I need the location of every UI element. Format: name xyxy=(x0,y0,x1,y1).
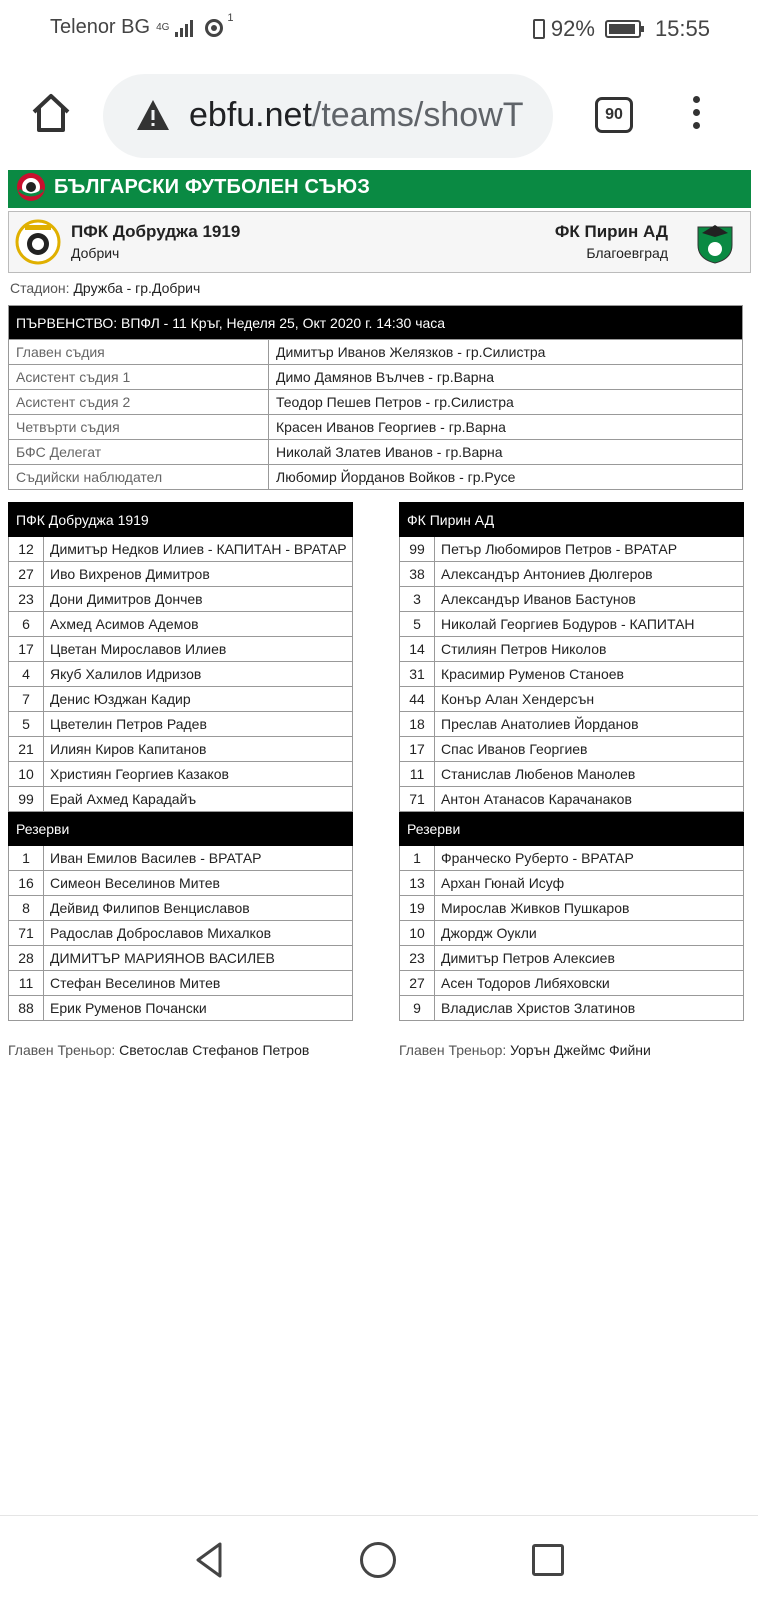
official-row xyxy=(9,415,743,440)
player-name: Станислав Любенов Манолев xyxy=(435,762,744,787)
stadium-info xyxy=(10,280,200,296)
home-icon[interactable] xyxy=(28,90,74,136)
more-menu-icon[interactable] xyxy=(689,96,703,136)
player-name: Стилиян Петров Николов xyxy=(435,637,744,662)
official-role: БФС Делегат xyxy=(9,440,269,465)
official-row xyxy=(9,340,743,365)
player-number: 1 xyxy=(9,846,44,871)
player-row xyxy=(400,846,744,871)
nav-home-icon[interactable] xyxy=(360,1542,396,1578)
player-number: 6 xyxy=(9,612,44,637)
player-number: 28 xyxy=(9,946,44,971)
away-coach xyxy=(399,1042,651,1058)
player-name: Петър Любомиров Петров - ВРАТАР xyxy=(435,537,744,562)
player-number: 11 xyxy=(9,971,44,996)
player-name: Мирослав Живков Пушкаров xyxy=(435,896,744,921)
home-coach-label: Главен Треньор: xyxy=(8,1042,116,1058)
player-name: Джордж Оукли xyxy=(435,921,744,946)
network-type: 4G xyxy=(156,22,170,33)
system-nav-bar xyxy=(0,1515,758,1600)
player-row xyxy=(400,662,744,687)
status-left xyxy=(50,11,234,39)
player-name: Иван Емилов Василев - ВРАТАР xyxy=(44,846,353,871)
url-domain: ebfu.net xyxy=(189,96,312,134)
official-role: Главен съдия xyxy=(9,340,269,365)
official-role: Асистент съдия 2 xyxy=(9,390,269,415)
player-row xyxy=(400,562,744,587)
carrier-name: Telenor BG xyxy=(50,16,151,38)
player-row xyxy=(9,921,353,946)
player-name: ДИМИТЪР МАРИЯНОВ ВАСИЛЕВ xyxy=(44,946,353,971)
signal-icon xyxy=(175,19,193,37)
player-name: Радослав Доброславов Михалков xyxy=(44,921,353,946)
official-row xyxy=(9,465,743,490)
battery-icon xyxy=(605,20,641,38)
url-path: /teams/showT xyxy=(311,96,524,134)
player-name: Архан Гюнай Исуф xyxy=(435,871,744,896)
player-row xyxy=(400,712,744,737)
player-row xyxy=(9,996,353,1021)
player-row xyxy=(400,996,744,1021)
player-name: Дони Димитров Дончев xyxy=(44,587,353,612)
player-name: Ахмед Асимов Адемов xyxy=(44,612,353,637)
player-row xyxy=(400,971,744,996)
player-number: 13 xyxy=(400,871,435,896)
home-squad-table xyxy=(8,502,353,1021)
player-row xyxy=(9,762,353,787)
player-number: 3 xyxy=(400,587,435,612)
player-row xyxy=(400,762,744,787)
status-right xyxy=(533,16,710,42)
player-row xyxy=(400,612,744,637)
player-number: 31 xyxy=(400,662,435,687)
url-text[interactable] xyxy=(189,96,524,135)
player-name: Денис Юзджан Кадир xyxy=(44,687,353,712)
official-row xyxy=(9,365,743,390)
away-squad-table xyxy=(399,502,744,1021)
player-name: Ерай Ахмед Карадайъ xyxy=(44,787,353,812)
home-reserves-title: Резерви xyxy=(9,812,353,846)
player-row xyxy=(400,871,744,896)
player-number: 21 xyxy=(9,737,44,762)
status-bar xyxy=(0,0,758,60)
player-row xyxy=(9,662,353,687)
player-number: 11 xyxy=(400,762,435,787)
home-coach-name: Светослав Стефанов Петров xyxy=(119,1042,310,1058)
competition-label: ПЪРВЕНСТВО: xyxy=(16,314,118,331)
player-name: Димитър Петров Алексиев xyxy=(435,946,744,971)
player-number: 14 xyxy=(400,637,435,662)
official-name: Николай Златев Иванов - гр.Варна xyxy=(269,440,743,465)
player-row xyxy=(9,687,353,712)
official-name: Теодор Пешев Петров - гр.Силистра xyxy=(269,390,743,415)
player-number: 8 xyxy=(9,896,44,921)
player-row xyxy=(9,787,353,812)
competition-details: ВПФЛ - 11 Кръг, Неделя 25, Окт 2020 г. 14:30 часа xyxy=(121,314,446,331)
player-row xyxy=(400,787,744,812)
player-row xyxy=(400,737,744,762)
player-number: 10 xyxy=(400,921,435,946)
brand-title: БЪЛГАРСКИ ФУТБОЛЕН СЪЮЗ xyxy=(54,176,371,198)
home-team-logo-icon xyxy=(15,219,61,265)
player-row xyxy=(9,712,353,737)
player-number: 17 xyxy=(9,637,44,662)
away-reserves-title: Резерви xyxy=(400,812,744,846)
player-row xyxy=(9,896,353,921)
competition-header xyxy=(9,306,743,340)
player-name: Преслав Анатолиев Йорданов xyxy=(435,712,744,737)
tab-switcher-button[interactable]: 90 xyxy=(595,97,633,133)
browser-toolbar xyxy=(0,60,758,170)
player-number: 23 xyxy=(9,587,44,612)
player-row xyxy=(9,562,353,587)
player-row xyxy=(9,946,353,971)
official-role: Съдийски наблюдател xyxy=(9,465,269,490)
official-row xyxy=(9,440,743,465)
player-number: 5 xyxy=(400,612,435,637)
player-row xyxy=(400,587,744,612)
stadium-name: Дружба - гр.Добрич xyxy=(73,280,201,296)
player-number: 4 xyxy=(9,662,44,687)
hotspot-icon xyxy=(205,19,223,37)
official-role: Четвърти съдия xyxy=(9,415,269,440)
site-header xyxy=(8,170,751,208)
player-number: 1 xyxy=(400,846,435,871)
player-number: 38 xyxy=(400,562,435,587)
player-number: 27 xyxy=(9,562,44,587)
player-name: Християн Георгиев Казаков xyxy=(44,762,353,787)
player-number: 9 xyxy=(400,996,435,1021)
official-row xyxy=(9,390,743,415)
official-name: Димитър Иванов Желязков - гр.Силистра xyxy=(269,340,743,365)
away-team-logo-icon xyxy=(692,219,738,265)
back-icon[interactable] xyxy=(190,1540,230,1580)
player-number: 99 xyxy=(400,537,435,562)
home-team-city: Добрич xyxy=(71,245,120,261)
player-name: Стефан Веселинов Митев xyxy=(44,971,353,996)
vibrate-icon xyxy=(533,19,545,39)
player-row xyxy=(9,846,353,871)
player-row xyxy=(400,537,744,562)
player-number: 23 xyxy=(400,946,435,971)
player-row xyxy=(400,921,744,946)
player-row xyxy=(400,946,744,971)
player-row xyxy=(400,687,744,712)
bfu-logo-icon xyxy=(16,172,46,202)
player-number: 18 xyxy=(400,712,435,737)
away-coach-name: Уорън Джеймс Фийни xyxy=(510,1042,651,1058)
player-row xyxy=(9,587,353,612)
clock: 15:55 xyxy=(654,16,710,41)
official-role: Асистент съдия 1 xyxy=(9,365,269,390)
match-header xyxy=(8,211,751,273)
official-name: Любомир Йорданов Войков - гр.Русе xyxy=(269,465,743,490)
player-name: Александър Антониев Дюлгеров xyxy=(435,562,744,587)
player-name: Ерик Руменов Почански xyxy=(44,996,353,1021)
player-name: Цветелин Петров Радев xyxy=(44,712,353,737)
player-number: 19 xyxy=(400,896,435,921)
player-name: Николай Георгиев Бодуров - КАПИТАН xyxy=(435,612,744,637)
player-name: Владислав Христов Златинов xyxy=(435,996,744,1021)
player-name: Иво Вихренов Димитров xyxy=(44,562,353,587)
player-name: Симеон Веселинов Митев xyxy=(44,871,353,896)
player-name: Цветан Мирославов Илиев xyxy=(44,637,353,662)
player-number: 12 xyxy=(9,537,44,562)
player-name: Конър Алан Хендерсън xyxy=(435,687,744,712)
away-team-city: Благоевград xyxy=(586,245,668,261)
officials-table xyxy=(8,305,743,490)
player-number: 71 xyxy=(9,921,44,946)
player-name: Антон Атанасов Карачанаков xyxy=(435,787,744,812)
player-row xyxy=(9,537,353,562)
player-number: 10 xyxy=(9,762,44,787)
player-row xyxy=(9,871,353,896)
home-team-name[interactable]: ПФК Добруджа 1919 xyxy=(71,222,241,241)
battery-percent: 92% xyxy=(550,16,595,41)
player-name: Александър Иванов Бастунов xyxy=(435,587,744,612)
player-number: 44 xyxy=(400,687,435,712)
home-coach xyxy=(8,1042,309,1058)
player-number: 16 xyxy=(9,871,44,896)
player-name: Асен Тодоров Либяховски xyxy=(435,971,744,996)
player-number: 5 xyxy=(9,712,44,737)
away-coach-label: Главен Треньор: xyxy=(399,1042,507,1058)
hotspot-count: 1 xyxy=(227,11,234,24)
official-name: Димо Дамянов Вълчев - гр.Варна xyxy=(269,365,743,390)
player-row xyxy=(9,612,353,637)
player-number: 71 xyxy=(400,787,435,812)
player-name: Красимир Руменов Станоев xyxy=(435,662,744,687)
away-team-name[interactable]: ФК Пирин АД xyxy=(554,222,668,241)
address-bar[interactable] xyxy=(103,74,553,158)
official-name: Красен Иванов Георгиев - гр.Варна xyxy=(269,415,743,440)
player-number: 99 xyxy=(9,787,44,812)
player-name: Илиян Киров Капитанов xyxy=(44,737,353,762)
player-row xyxy=(9,637,353,662)
player-name: Спас Иванов Георгиев xyxy=(435,737,744,762)
stadium-label: Стадион: xyxy=(10,280,70,296)
away-squad-title: ФК Пирин АД xyxy=(400,503,744,537)
warning-icon[interactable] xyxy=(135,98,171,132)
player-row xyxy=(9,971,353,996)
home-squad-title: ПФК Добруджа 1919 xyxy=(9,503,353,537)
player-name: Дейвид Филипов Венциславов xyxy=(44,896,353,921)
recent-apps-icon[interactable] xyxy=(532,1544,564,1576)
player-number: 17 xyxy=(400,737,435,762)
page-content xyxy=(0,170,758,1515)
player-row xyxy=(400,637,744,662)
player-number: 27 xyxy=(400,971,435,996)
player-name: Якуб Халилов Идризов xyxy=(44,662,353,687)
player-number: 7 xyxy=(9,687,44,712)
player-name: Франческо Руберто - ВРАТАР xyxy=(435,846,744,871)
player-number: 88 xyxy=(9,996,44,1021)
player-row xyxy=(9,737,353,762)
player-row xyxy=(400,896,744,921)
player-name: Димитър Недков Илиев - КАПИТАН - ВРАТАР xyxy=(44,537,353,562)
